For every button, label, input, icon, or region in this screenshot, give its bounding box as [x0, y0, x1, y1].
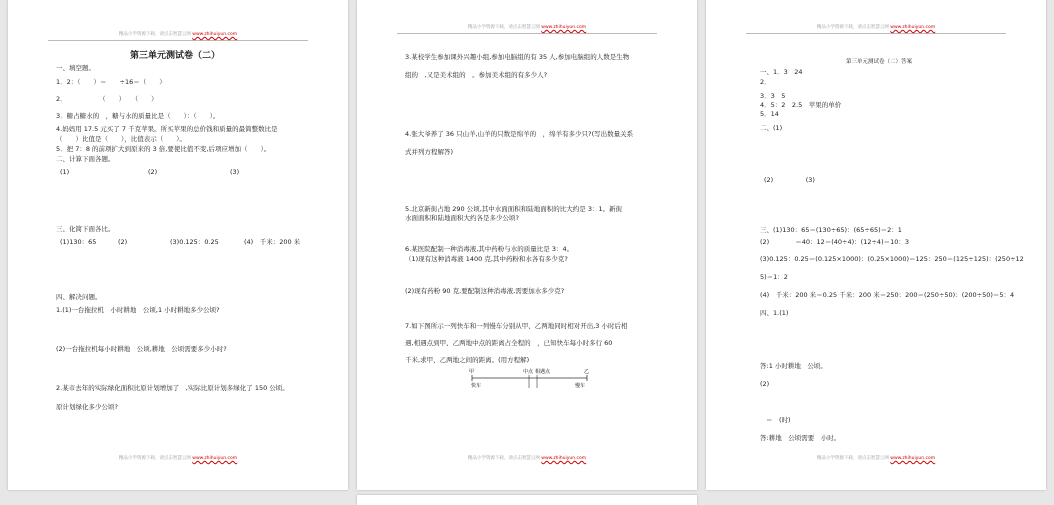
answer-line: 2． [760, 78, 771, 86]
footer-text: 精品小学资源下载，请点击智慧云网 [118, 456, 191, 461]
page-title: 第三单元测试卷（二）答案 [846, 59, 913, 65]
answer-line: 二、(1) [760, 124, 783, 132]
footer-link[interactable]: www.zhihuiyun.com [192, 456, 238, 461]
label-fast-train: 快车 [471, 383, 482, 389]
answer-line: (2) [760, 380, 770, 388]
question-line: 5．把 7：8 的前项扩大到原来的 3 倍,要使比值不变,后项应增加（ ）。 [56, 145, 271, 153]
word-problem: 1.(1)一台拖拉机 小时耕地 公顷,1 小时耕地多少公顷? [56, 306, 220, 314]
answer-line: 3．3 5 [760, 92, 786, 100]
document-page-1 [8, 0, 348, 490]
ratio-item: (3)0.125：0.25 [170, 238, 219, 246]
word-problem: 4.张大爷养了 36 只山羊,山羊的只数是绵羊的 ，绵羊有多少只?(写出数量关系 [405, 130, 634, 138]
word-problem: 水面面积和陆地面积大约各是多少公顷? [405, 214, 519, 222]
calc-item: (1) [60, 168, 70, 176]
page-title: 第三单元测试卷（二） [130, 51, 221, 61]
answer-line: 4．5：2 2.5 苹果的单价 [760, 101, 842, 109]
question-line: 2． （ ） （ ） [56, 95, 158, 103]
label-midpoint: 中点 [523, 369, 534, 375]
question-line: 4.妈妈用 17.5 元买了 7 千克苹果。所买苹果的总价钱和质量的最简整数比是 [56, 125, 278, 133]
ratio-item: (4) 千米：200 米 [244, 238, 301, 246]
word-problem: 2.某市去年的实际绿化面积比原计划增加了 ,实际比原计划多绿化了 150 公顷。 [56, 384, 289, 392]
ratio-item: (1)130：65 [60, 238, 97, 246]
section-heading: 三、化简下面各比。 [56, 225, 115, 233]
answer-line: 一、1．3 24 [760, 68, 803, 76]
word-problem: (2)现有药粉 90 克,要配制这种消毒液,需要加水多少克? [405, 287, 565, 295]
answer-line: 5．14 [760, 110, 779, 118]
word-problem: 5.北京新街占地 290 公顷,其中水面面积和陆地面积的比大约是 3：1。新街 [405, 205, 623, 213]
label-yi: 乙 [584, 369, 590, 375]
answer-line: 三、(1)130：65＝(130÷65)：(65÷65)＝2：1 [760, 226, 902, 234]
page-header [397, 24, 657, 34]
question-line: 3．糖占糖水的 ，糖与水的质量比是（ ）：（ ）。 [56, 112, 220, 120]
header-text: 精品小学资源下载，请点击智慧云网 [467, 25, 540, 30]
document-page-3 [706, 0, 1046, 490]
word-problem: 3.某校学生参加课外兴趣小组,参加电脑组的有 35 人,参加电脑组的人数是生物 [405, 53, 630, 61]
answer-line: 答:1 小时耕地 公顷。 [760, 362, 827, 370]
answer-line: ＝ (时) [766, 416, 791, 424]
train-diagram [467, 366, 597, 398]
answer-line: 答:耕地 公顷需要 小时。 [760, 434, 841, 442]
label-meeting-point: 相遇点 [535, 369, 551, 375]
word-problem: (2)一台拖拉机每小时耕地 公顷,耕地 公顷需要多少小时? [56, 345, 227, 353]
footer-text: 精品小学资源下载，请点击智慧云网 [467, 456, 540, 461]
footer-link[interactable]: www.zhihuiyun.com [890, 456, 936, 461]
answer-line: 四、1.(1) [760, 309, 789, 317]
answer-line: 5)＝1：2 [760, 273, 788, 281]
page-header [48, 31, 308, 41]
page-footer [397, 455, 657, 461]
section-heading: 四、解决问题。 [56, 293, 102, 301]
word-problem: 6.某医院配制一种消毒液,其中药粉与水的质量比是 3：4。 [405, 245, 574, 253]
header-link[interactable]: www.zhihuiyun.com [192, 32, 238, 37]
footer-text: 精品小学资源下载，请点击智慧云网 [816, 456, 889, 461]
word-problem: 组的 ,又是美术组的 。参加美术组的有多少人? [405, 71, 548, 79]
word-problem: （1)现有这种消毒液 1400 克,其中药粉和水各有多少克? [405, 255, 568, 263]
answer-line: (2) ＝40：12＝(40÷4)：(12÷4)＝10：3 [760, 238, 910, 246]
label-jia: 甲 [469, 369, 475, 375]
ratio-item: (2) [118, 238, 128, 246]
calc-item: (3) [230, 168, 240, 176]
page-footer [48, 455, 308, 461]
document-page-4-partial [357, 495, 697, 505]
word-problem: 遇,相遇点到甲、乙两地中点的距离占全程的 ，已知快车每小时多行 60 [405, 339, 613, 347]
calc-item: (2) [148, 168, 158, 176]
document-page-2 [357, 0, 697, 490]
word-problem: 原计划绿化多少公顷? [56, 403, 118, 411]
header-text: 精品小学资源下载，请点击智慧云网 [816, 25, 889, 30]
page-header [746, 24, 1006, 34]
section-heading: 一、填空题。 [56, 64, 95, 72]
header-text: 精品小学资源下载，请点击智慧云网 [118, 32, 191, 37]
answer-line: (3)0.125：0.25＝(0.125×1000)：(0.25×1000)＝125：250＝(125÷125)：(250÷12 [760, 255, 1024, 263]
word-problem: 式并列方程解答) [405, 148, 454, 156]
word-problem: 千米,求甲、乙两地之间的距离。(用方程解) [405, 356, 530, 364]
footer-link[interactable]: www.zhihuiyun.com [541, 456, 587, 461]
question-line: 1．2：（ ）＝ ÷16＝（ ） [56, 78, 166, 86]
answer-line: (4) 千米：200 米＝0.25 千米：200 米＝250：200＝(250÷50)：(200÷50)＝5：4 [760, 291, 1015, 299]
label-slow-train: 慢车 [575, 383, 586, 389]
header-link[interactable]: www.zhihuiyun.com [541, 25, 587, 30]
section-heading: 二、计算下面各题。 [56, 155, 115, 163]
word-problem: 7.如下图所示一列快车和一列慢车分别从甲、乙两地同时相对开出,3 小时后相 [405, 322, 628, 330]
header-link[interactable]: www.zhihuiyun.com [890, 25, 936, 30]
question-line: （ ）比值是（ ），比值表示（ ）。 [56, 135, 186, 143]
answer-line: (2) (3) [764, 176, 815, 184]
page-footer [746, 455, 1006, 461]
